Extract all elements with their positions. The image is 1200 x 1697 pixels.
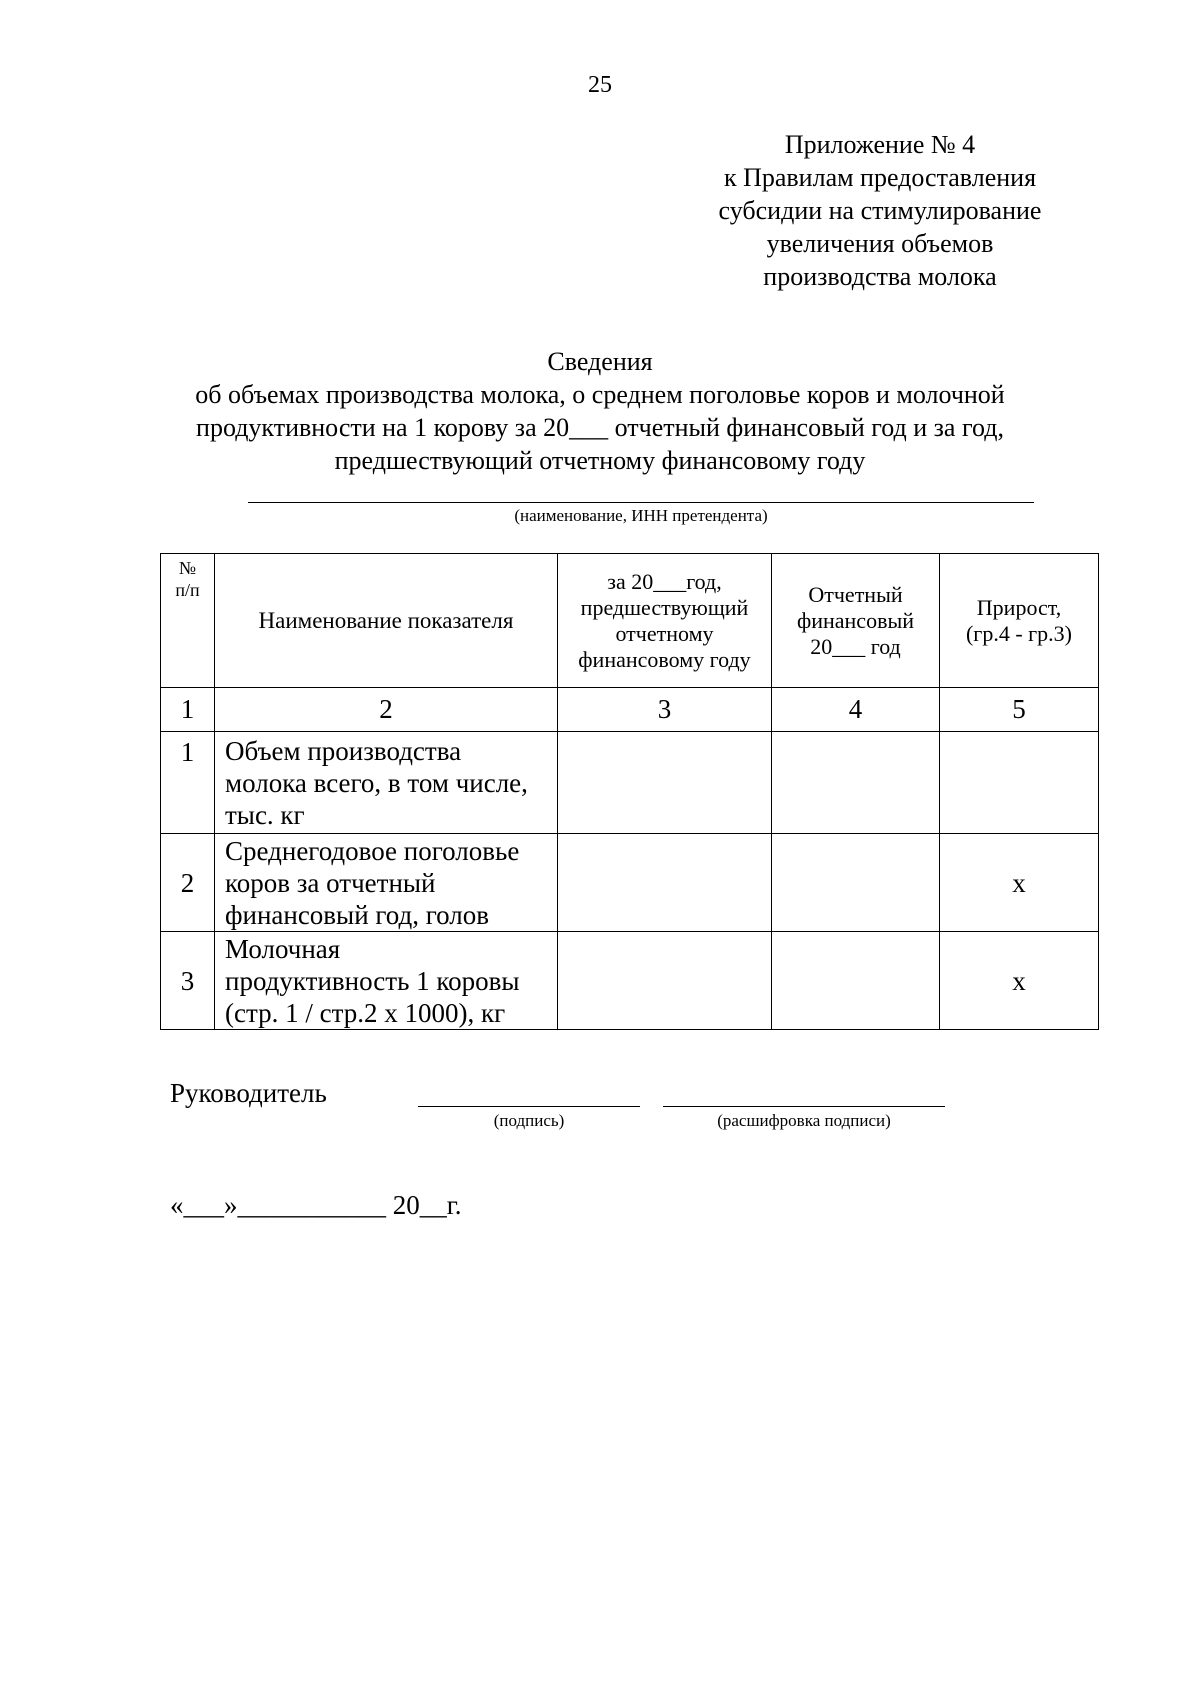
row-label-line: тыс. кг xyxy=(225,799,305,830)
appendix-line: Приложение № 4 xyxy=(784,130,976,159)
header-line: Отчетный xyxy=(808,581,903,607)
table-row xyxy=(161,732,1099,834)
row-label-line: Объем производства xyxy=(225,735,462,766)
header-indicator-name: Наименование показателя xyxy=(215,554,558,688)
header-line: финансовый xyxy=(796,607,915,633)
signature-decode-line[interactable] xyxy=(663,1106,945,1107)
table-row xyxy=(161,932,1099,1030)
header-line: финансовому году xyxy=(578,646,751,672)
row-label-line: молока всего, в том числе, xyxy=(225,767,528,798)
signature-decode-caption: (расшифровка подписи) xyxy=(717,1111,891,1130)
signature-caption: (подпись) xyxy=(493,1111,565,1130)
title-line: об объемах производства молока, о среднем поголовье коров и молочной xyxy=(195,380,1005,409)
row-label-line: Среднегодовое поголовье xyxy=(225,835,520,866)
prev-year-cell[interactable] xyxy=(558,732,772,834)
title-heading: Сведения xyxy=(547,347,653,376)
title-line: продуктивности на 1 корову за 20___ отчетный финансовый год и за год, xyxy=(196,413,1004,442)
row-label xyxy=(215,932,558,1030)
row-label-line: коров за отчетный xyxy=(225,867,436,898)
appendix-line: субсидии на стимулирование xyxy=(718,196,1042,225)
row-number: 1 xyxy=(161,732,215,834)
row-label-line: продуктивность 1 коровы xyxy=(225,965,520,996)
column-number: 5 xyxy=(940,688,1099,732)
header-line: отчетному xyxy=(615,620,714,646)
row-label xyxy=(215,834,558,932)
column-number: 1 xyxy=(161,688,215,732)
table-row xyxy=(161,834,1099,932)
row-label xyxy=(215,732,558,834)
header-previous-year xyxy=(558,554,772,688)
growth-cell: х xyxy=(940,834,1099,932)
report-year-cell[interactable] xyxy=(772,732,940,834)
growth-cell: х xyxy=(940,932,1099,1030)
head-label: Руководитель xyxy=(170,1078,327,1108)
header-num-line: п/п xyxy=(175,580,200,600)
column-number: 2 xyxy=(215,688,558,732)
date-line: «___»___________ 20__г. xyxy=(170,1190,462,1220)
row-label-line: (стр. 1 / стр.2 х 1000), кг xyxy=(225,997,506,1028)
appendix-line: увеличения объемов xyxy=(766,229,994,258)
header-report-year xyxy=(772,554,940,688)
document-title xyxy=(100,345,1100,477)
applicant-name-line xyxy=(248,502,1034,503)
appendix-line: производства молока xyxy=(763,262,997,291)
row-label-line: финансовый год, голов xyxy=(225,899,490,930)
appendix-line: к Правилам предоставления xyxy=(723,163,1037,192)
row-label-line: Молочная xyxy=(225,933,341,964)
prev-year-cell[interactable] xyxy=(558,932,772,1030)
signature-line[interactable] xyxy=(418,1106,640,1107)
growth-cell[interactable] xyxy=(940,732,1099,834)
column-number: 3 xyxy=(558,688,772,732)
row-number: 2 xyxy=(161,834,215,932)
header-num-line: № xyxy=(178,558,197,578)
applicant-caption: (наименование, ИНН претендента) xyxy=(514,506,768,525)
column-number: 4 xyxy=(772,688,940,732)
prev-year-cell[interactable] xyxy=(558,834,772,932)
header-line: 20___ год xyxy=(810,633,901,659)
header-line: (гр.4 - гр.3) xyxy=(965,620,1073,646)
data-table xyxy=(160,553,1099,1030)
table-header-row xyxy=(161,554,1099,688)
row-number: 3 xyxy=(161,932,215,1030)
appendix-block xyxy=(640,128,1120,293)
header-line: предшествующий xyxy=(580,594,749,620)
report-year-cell[interactable] xyxy=(772,932,940,1030)
report-year-cell[interactable] xyxy=(772,834,940,932)
column-number-row xyxy=(161,688,1099,732)
header-line: Прирост, xyxy=(976,594,1062,620)
title-line: предшествующий отчетному финансовому году xyxy=(334,446,866,475)
page-number: 25 xyxy=(588,72,612,98)
header-growth xyxy=(940,554,1099,688)
header-line: за 20___год, xyxy=(607,568,722,594)
header-num xyxy=(161,554,215,688)
